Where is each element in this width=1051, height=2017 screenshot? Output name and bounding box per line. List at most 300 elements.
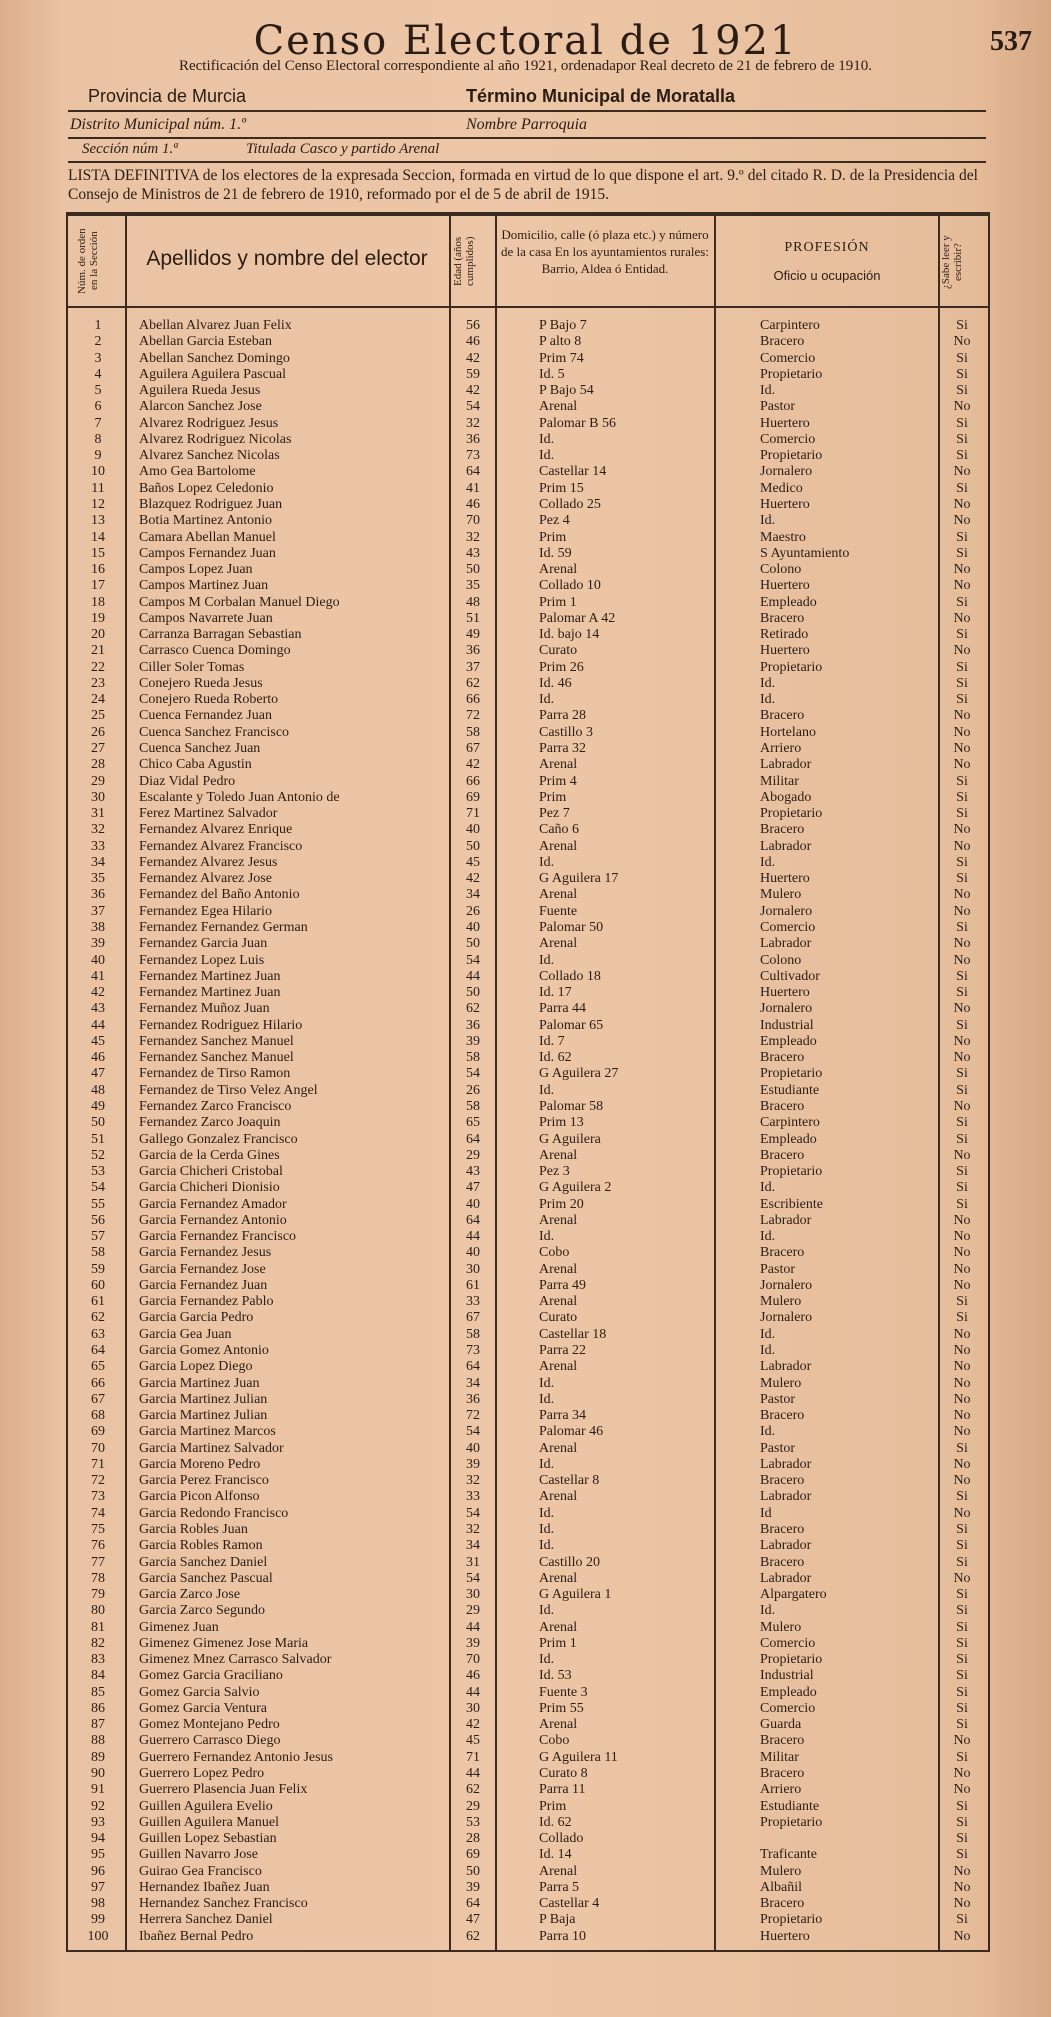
elector-name: Fernandez de Tirso Ramon [139,1066,291,1082]
elector-age: 35 [466,578,480,594]
elector-address: Parra 5 [539,1879,580,1895]
row-number: 8 [94,431,102,447]
elector-profession: Carpintero [760,1115,820,1131]
elector-profession: Empleado [760,1033,817,1049]
row-number: 63 [91,1326,105,1342]
elector-address: P Bajo 54 [539,383,594,399]
elector-age: 34 [466,1538,480,1554]
elector-literacy: Si [956,594,968,610]
elector-name: Garcia Fernandez Antonio [139,1212,287,1228]
elector-name: Garcia Fernandez Juan [139,1277,268,1293]
elector-address: Arenal [539,1619,578,1635]
elector-profession: Mulero [760,1619,802,1635]
elector-age: 47 [466,1912,480,1928]
elector-literacy: No [953,1245,971,1261]
elector-name: Campos Navarrete Juan [139,610,273,626]
elector-age: 33 [466,1489,480,1505]
elector-address: Arenal [539,1440,578,1456]
elector-age: 62 [466,1001,480,1017]
elector-literacy: Si [956,480,968,496]
elector-age: 49 [466,627,480,643]
elector-age: 54 [466,1570,480,1586]
elector-literacy: No [953,822,971,838]
elector-literacy: Si [956,1652,968,1668]
elector-address: Id. [539,952,555,968]
elector-age: 43 [466,545,480,561]
elector-age: 32 [466,415,480,431]
elector-address: Curato [539,1310,578,1326]
elector-name: Alvarez Sanchez Nicolas [139,448,280,464]
elector-profession: Bracero [760,1554,805,1570]
row-number: 94 [91,1831,105,1847]
elector-literacy: No [953,578,971,594]
row-number: 59 [91,1261,105,1277]
elector-name: Garcia Martinez Marcos [139,1424,276,1440]
elector-name: Fernandez Martinez Juan [139,985,281,1001]
elector-profession: Propietario [760,659,823,675]
elector-literacy: No [953,1766,971,1782]
seccion: Sección núm 1.ª [82,141,178,157]
elector-age: 44 [466,1766,480,1782]
elector-address: Id. [539,1229,555,1245]
elector-address: Caño 6 [539,822,580,838]
elector-age: 44 [466,968,480,984]
elector-profession: Jornalero [760,1277,813,1293]
elector-name: Hernandez Sanchez Francisco [139,1896,308,1912]
elector-age: 36 [466,643,480,659]
elector-address: Arenal [539,1147,578,1163]
elector-profession: Colono [760,562,802,578]
elector-literacy: No [953,1359,971,1375]
elector-literacy: Si [956,318,968,333]
elector-age: 26 [466,1082,480,1098]
elector-name: Garcia Fernandez Jose [139,1261,266,1277]
elector-profession: Propietario [760,1912,823,1928]
row-number: 86 [91,1700,105,1716]
elector-name: Fernandez Sanchez Manuel [139,1033,294,1049]
elector-age: 31 [466,1554,480,1570]
row-number: 90 [91,1766,105,1782]
row-number: 25 [91,708,105,724]
row-number: 100 [87,1928,109,1944]
elector-age: 40 [466,822,480,838]
elector-profession: Id. [760,675,776,691]
elector-literacy: No [953,1782,971,1798]
row-number: 57 [91,1229,105,1245]
elector-profession: Escribiente [760,1196,823,1212]
elector-profession: Jornalero [760,1310,813,1326]
elector-literacy: No [953,1473,971,1489]
elector-age: 30 [466,1587,480,1603]
row-number: 91 [91,1782,105,1798]
elector-literacy: No [953,1277,971,1293]
elector-age: 48 [466,594,480,610]
elector-age: 73 [466,1343,480,1358]
row-number: 56 [91,1212,105,1228]
elector-profession: Propietario [760,1652,823,1668]
elector-profession: Comercio [760,350,816,366]
elector-address: Parra 10 [539,1928,587,1944]
row-number: 27 [91,741,105,757]
elector-profession: Id. [760,513,776,529]
elector-profession: Labrador [760,757,812,773]
elector-address: Collado 25 [539,496,601,512]
elector-name: Gallego Gonzalez Francisco [139,1131,298,1147]
elector-name: Gomez Garcia Ventura [139,1700,268,1716]
elector-profession: Jornalero [760,464,813,480]
elector-literacy: No [953,1896,971,1912]
elector-profession: Industrial [760,1017,814,1033]
elector-profession: Bracero [760,1050,805,1066]
elector-age: 47 [466,1180,480,1196]
row-number: 42 [91,985,105,1001]
elector-literacy: No [953,1147,971,1163]
elector-profession: Empleado [760,1684,817,1700]
elector-age: 70 [466,513,480,529]
elector-literacy: Si [956,366,968,382]
row-number: 71 [91,1456,105,1472]
elector-name: Garcia Fernandez Amador [139,1196,287,1212]
elector-age: 36 [466,1017,480,1033]
elector-literacy: No [953,610,971,626]
elector-address: Parra 28 [539,708,587,724]
elector-age: 40 [466,919,480,935]
row-number: 50 [91,1115,105,1131]
elector-address: Castillo 20 [539,1554,601,1570]
header-name: Apellidos y nombre del elector [146,247,428,270]
row-number: 31 [91,806,105,822]
elector-address: Curato [539,643,578,659]
elector-profession: Estudiante [760,1082,820,1098]
elector-literacy: No [953,952,971,968]
elector-name: Amo Gea Bartolome [139,464,256,480]
row-number: 35 [91,871,105,887]
elector-address: Id. [539,1652,555,1668]
elector-profession: Industrial [760,1668,814,1684]
elector-age: 32 [466,1473,480,1489]
elector-name: Carranza Barragan Sebastian [139,627,302,643]
elector-literacy: Si [956,659,968,675]
elector-name: Guerrero Lopez Pedro [139,1766,265,1782]
elector-age: 30 [466,1700,480,1716]
elector-address: Arenal [539,936,578,952]
elector-name: Garcia Picon Alfonso [139,1489,260,1505]
elector-literacy: Si [956,968,968,984]
elector-profession: Propietario [760,1164,823,1180]
elector-profession: Propietario [760,1814,823,1830]
elector-address: Id. [539,431,555,447]
elector-name: Garcia Moreno Pedro [139,1456,261,1472]
elector-address: Id. [539,1603,555,1619]
provincia: Provincia de Murcia [88,86,247,106]
elector-age: 50 [466,1863,480,1879]
elector-name: Garcia Robles Ramon [139,1538,263,1554]
elector-literacy: No [953,1505,971,1521]
elector-age: 36 [466,1391,480,1407]
elector-age: 50 [466,562,480,578]
elector-address: Arenal [539,1212,578,1228]
elector-profession: Mulero [760,1863,802,1879]
elector-literacy: Si [956,1294,968,1310]
elector-age: 37 [466,659,480,675]
elector-profession: Bracero [760,1147,805,1163]
elector-literacy: Si [956,1017,968,1033]
elector-name: Guillen Aguilera Evelio [139,1798,273,1814]
elector-age: 46 [466,1668,480,1684]
elector-literacy: No [953,741,971,757]
elector-profession: Labrador [760,838,812,854]
elector-literacy: No [953,1928,971,1944]
elector-address: Id. [539,1538,555,1554]
elector-name: Baños Lopez Celedonio [139,480,274,496]
elector-name: Fernandez Lopez Luis [139,952,265,968]
elector-literacy: No [953,1424,971,1440]
row-number: 92 [91,1798,105,1814]
elector-literacy: No [953,757,971,773]
elector-name: Campos Martinez Juan [139,578,269,594]
elector-age: 29 [466,1147,480,1163]
row-number: 74 [91,1505,105,1521]
elector-literacy: Si [956,985,968,1001]
elector-profession: Id. [760,383,776,399]
elector-age: 45 [466,854,480,870]
row-number: 77 [91,1554,105,1570]
elector-literacy: No [953,1326,971,1342]
row-number: 37 [91,903,105,919]
elector-age: 40 [466,1245,480,1261]
elector-address: Parra 22 [539,1343,587,1358]
elector-name: Ferez Martinez Salvador [139,806,278,822]
termino-municipal: Término Municipal de Moratalla [466,86,736,106]
row-number: 49 [91,1098,105,1114]
elector-address: Arenal [539,757,578,773]
elector-address: Id. [539,1391,555,1407]
elector-literacy: Si [956,1798,968,1814]
elector-address: Id. 62 [539,1814,572,1830]
elector-literacy: No [953,1261,971,1277]
row-number: 15 [91,545,105,561]
elector-profession: Id. [760,1603,776,1619]
elector-literacy: Si [956,919,968,935]
row-number: 65 [91,1359,105,1375]
elector-name: Abellan Garcia Esteban [139,334,272,350]
elector-name: Fernandez Alvarez Francisco [139,838,303,854]
row-number: 5 [94,383,102,399]
row-number: 10 [91,464,105,480]
elector-profession: Retirado [760,627,809,643]
header-prof-sub: Oficio u ocupación [773,268,881,283]
elector-name: Cuenca Fernandez Juan [139,708,272,724]
elector-profession: Empleado [760,1131,817,1147]
elector-name: Gimenez Juan [139,1619,219,1635]
elector-address: Prim 13 [539,1115,584,1131]
row-number: 23 [91,675,105,691]
elector-literacy: Si [956,1521,968,1537]
row-number: 2 [94,334,102,350]
page-number: 537 [990,26,1032,57]
elector-address: Palomar 46 [539,1424,604,1440]
elector-name: Garcia Gea Juan [139,1326,232,1342]
elector-name: Abellan Alvarez Juan Felix [139,318,292,333]
elector-address: Castillo 3 [539,724,594,740]
elector-address: Prim 1 [539,594,577,610]
elector-name: Garcia Garcia Pedro [139,1310,254,1326]
elector-age: 59 [466,366,480,382]
elector-address: Cobo [539,1733,570,1749]
row-number: 96 [91,1863,105,1879]
elector-profession: Mulero [760,1294,802,1310]
header-prof-title: PROFESIÓN [784,240,870,255]
elector-address: Arenal [539,399,578,415]
row-number: 11 [91,480,105,496]
elector-age: 54 [466,952,480,968]
row-number: 46 [91,1050,105,1066]
elector-profession: Jornalero [760,1001,813,1017]
elector-age: 62 [466,675,480,691]
elector-address: Prim 26 [539,659,584,675]
elector-name: Garcia Martinez Salvador [139,1440,284,1456]
elector-literacy: Si [956,871,968,887]
elector-name: Fernandez Garcia Juan [139,936,268,952]
elector-literacy: No [953,1343,971,1358]
elector-name: Fernandez Zarco Joaquin [139,1115,281,1131]
elector-address: Fuente 3 [539,1684,588,1700]
elector-profession: Bracero [760,822,805,838]
row-number: 99 [91,1912,105,1928]
elector-age: 67 [466,1310,480,1326]
elector-profession: Pastor [760,1440,795,1456]
elector-address: P Bajo 7 [539,318,587,333]
elector-address: Prim 55 [539,1700,584,1716]
elector-literacy: Si [956,1310,968,1326]
elector-name: Fernandez Fernandez German [139,919,308,935]
elector-name: Guerrero Carrasco Diego [139,1733,281,1749]
elector-profession: Bracero [760,1733,805,1749]
elector-age: 39 [466,1033,480,1049]
elector-address: Castellar 8 [539,1473,600,1489]
elector-address: Id. [539,692,555,708]
elector-name: Garcia de la Cerda Gines [139,1147,280,1163]
elector-address: Id. 17 [539,985,572,1001]
elector-age: 40 [466,1196,480,1212]
elector-address: Prim [539,1798,567,1814]
elector-name: Garcia Martinez Julian [139,1391,268,1407]
row-number: 20 [91,627,105,643]
elector-address: Fuente [539,903,578,919]
elector-age: 73 [466,448,480,464]
header-sabe: ¿Sabe leer y escribir? [940,235,964,289]
row-number: 85 [91,1684,105,1700]
elector-profession: Id. [760,854,776,870]
row-number: 70 [91,1440,105,1456]
elector-address: Id. 7 [539,1033,565,1049]
row-number: 58 [91,1245,105,1261]
elector-profession: Huertero [760,496,810,512]
elector-profession: Jornalero [760,903,813,919]
elector-literacy: No [953,1001,971,1017]
elector-age: 71 [466,1749,480,1765]
elector-age: 64 [466,1212,480,1228]
elector-literacy: No [953,1456,971,1472]
row-number: 81 [91,1619,105,1635]
elector-name: Garcia Gomez Antonio [139,1343,269,1358]
elector-name: Blazquez Rodriguez Juan [139,496,283,512]
elector-age: 71 [466,806,480,822]
elector-address: Parra 34 [539,1408,587,1424]
row-number: 61 [91,1294,105,1310]
elector-age: 51 [466,610,480,626]
elector-name: Guillen Lopez Sebastian [139,1831,277,1847]
elector-name: Garcia Perez Francisco [139,1473,269,1489]
elector-address: Arenal [539,1863,578,1879]
elector-name: Herrera Sanchez Daniel [139,1912,273,1928]
elector-name: Garcia Lopez Diego [139,1359,253,1375]
elector-age: 30 [466,1261,480,1277]
row-number: 55 [91,1196,105,1212]
elector-profession: Traficante [760,1847,818,1863]
elector-address: Id. [539,1456,555,1472]
elector-address: Parra 44 [539,1001,587,1017]
titulada: Titulada Casco y partido Arenal [246,141,440,157]
elector-age: 61 [466,1277,480,1293]
row-number: 79 [91,1587,105,1603]
elector-name: Fernandez Sanchez Manuel [139,1050,294,1066]
elector-name: Cuenca Sanchez Juan [139,741,261,757]
elector-name: Gomez Garcia Graciliano [139,1668,283,1684]
row-number: 78 [91,1570,105,1586]
row-number: 41 [91,968,105,984]
subtitle: Rectificación del Censo Electoral correspondiente al año 1921, ordenadapor Real decreto de 21 de febrero de 1910. [178,58,873,74]
elector-profession: Albañil [760,1879,802,1895]
elector-age: 45 [466,1733,480,1749]
elector-name: Fernandez Alvarez Jose [139,871,272,887]
row-number: 47 [91,1066,105,1082]
row-number: 17 [91,578,105,594]
elector-literacy: Si [956,1749,968,1765]
row-number: 97 [91,1879,105,1895]
elector-profession: Estudiante [760,1798,820,1814]
elector-literacy: Si [956,627,968,643]
elector-name: Fernandez Muñoz Juan [139,1001,270,1017]
row-number: 89 [91,1749,105,1765]
col-line [449,214,451,1951]
row-number: 73 [91,1489,105,1505]
elector-literacy: No [953,1570,971,1586]
elector-name: Garcia Chicheri Dionisio [139,1180,280,1196]
row-number: 36 [91,887,105,903]
lista-definitiva: LISTA DEFINITIVA de los electores de la expresada Seccion, formada en virtud de lo que dispone el art. 9.º del citado R. D. de la Presidencia del Consejo de Ministros de 21 de febrero de 1910, reformado por el de 5 de abril de 1915. [68,167,978,203]
elector-literacy: Si [956,773,968,789]
row-number: 33 [91,838,105,854]
elector-name: Diaz Vidal Pedro [139,773,236,789]
elector-age: 58 [466,1050,480,1066]
row-number: 14 [91,529,105,545]
elector-profession: Arriero [760,1782,802,1798]
elector-literacy: No [953,399,971,415]
row-number: 16 [91,562,105,578]
elector-name: Garcia Sanchez Pascual [139,1570,273,1586]
elector-address: P Baja [539,1912,576,1928]
elector-literacy: Si [956,1164,968,1180]
elector-address: Parra 32 [539,741,587,757]
elector-address: Prim 15 [539,480,584,496]
elector-address: G Aguilera [539,1131,601,1147]
elector-name: Guillen Aguilera Manuel [139,1814,279,1830]
elector-name: Garcia Robles Juan [139,1521,248,1537]
elector-profession: S Ayuntamiento [760,545,850,561]
elector-literacy: No [953,1375,971,1391]
row-number: 84 [91,1668,105,1684]
